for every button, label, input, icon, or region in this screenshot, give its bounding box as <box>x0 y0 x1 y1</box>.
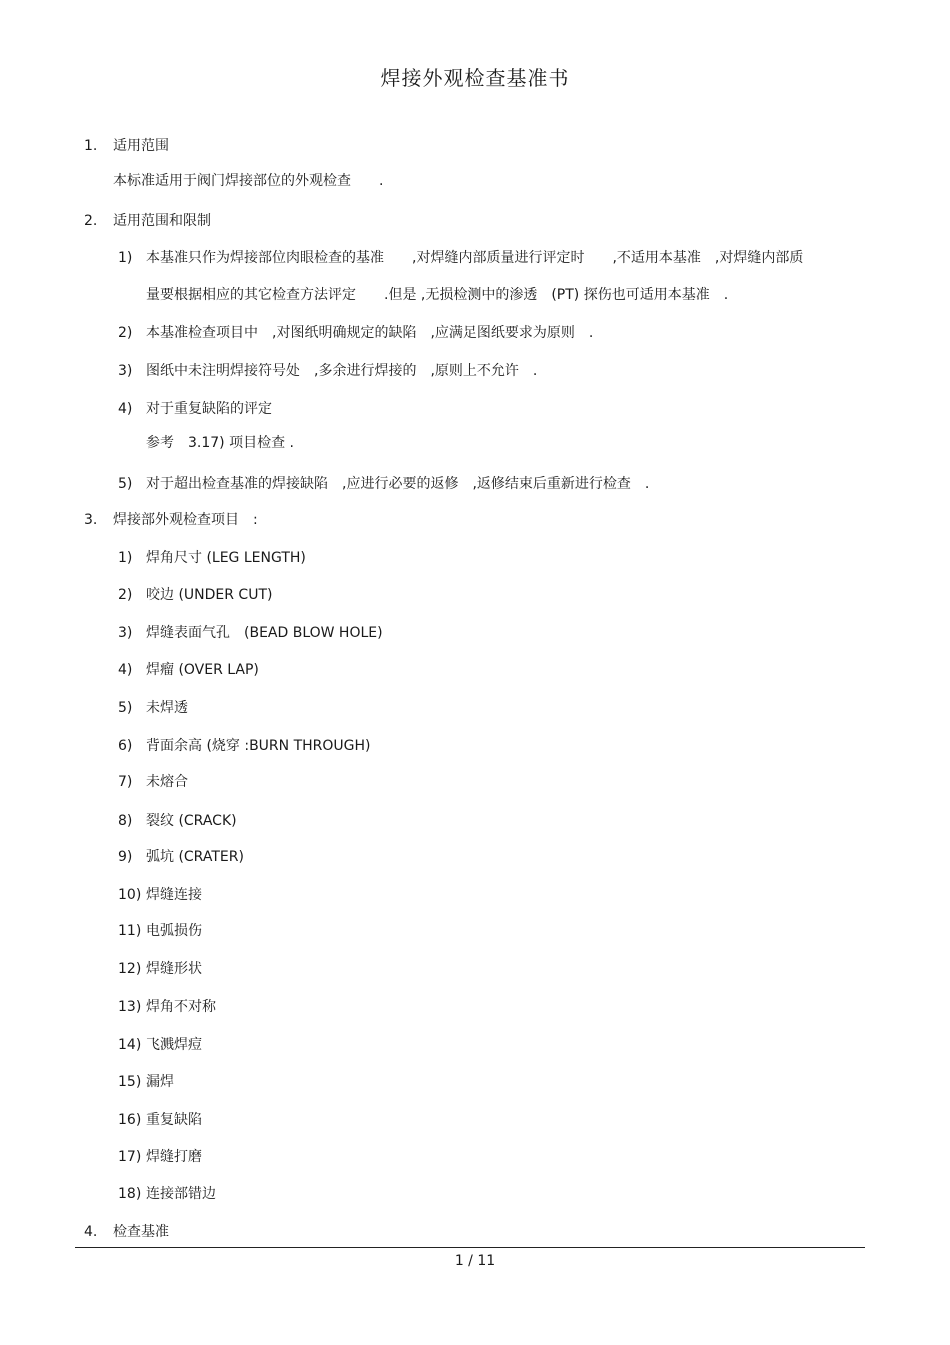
document-title: 焊接外观检查基准书 <box>380 66 570 90</box>
item-text: 焊角不对称 <box>146 999 216 1015</box>
item-number: 4) <box>118 401 133 417</box>
item-text: 飞溅焊痘 <box>146 1037 202 1053</box>
list-item <box>118 548 306 568</box>
item-number: 1) <box>118 550 133 566</box>
list-item <box>118 811 237 831</box>
list-item <box>118 736 371 756</box>
item-continuation: 量要根据相应的其它检查方法评定 .但是 ,无损检测中的渗透 (PT) 探伤也可适用本基准 . <box>146 287 729 303</box>
item-text: 焊缝打磨 <box>146 1149 202 1165</box>
list-item <box>118 698 188 718</box>
item-text: 裂纹 (CRACK) <box>146 813 237 829</box>
list-item <box>118 997 216 1017</box>
item-number: 1) <box>118 250 133 266</box>
item-number: 15) <box>118 1074 142 1090</box>
item-text: 对于超出检查基准的焊接缺陷 ,应进行必要的返修 ,返修结束后重新进行检查 . <box>146 476 650 492</box>
item-text: 对于重复缺陷的评定 <box>146 401 272 417</box>
item-number: 6) <box>118 738 133 754</box>
item-number: 3) <box>118 363 133 379</box>
item-text: 焊缝形状 <box>146 961 202 977</box>
item-number: 16) <box>118 1112 142 1128</box>
section-title: 检查基准 <box>113 1224 169 1240</box>
item-number: 10) <box>118 887 142 903</box>
item-number: 3) <box>118 625 133 641</box>
list-item <box>118 1110 202 1130</box>
list-item <box>118 585 272 605</box>
item-text: 连接部错边 <box>146 1186 216 1202</box>
list-item <box>118 660 259 680</box>
item-text: 咬边 (UNDER CUT) <box>146 587 273 603</box>
list-item <box>118 361 537 381</box>
item-text: 焊缝表面气孔 (BEAD BLOW HOLE) <box>146 625 383 641</box>
item-text: 弧坑 (CRATER) <box>146 849 244 865</box>
section-heading <box>84 510 258 530</box>
item-text: 未熔合 <box>146 774 188 790</box>
item-text: 漏焊 <box>146 1074 174 1090</box>
item-number: 9) <box>118 849 133 865</box>
section-title: 适用范围 <box>113 138 169 154</box>
list-item <box>118 1147 202 1167</box>
item-text: 焊瘤 (OVER LAP) <box>146 662 259 678</box>
list-item <box>118 399 272 419</box>
item-number: 5) <box>118 476 133 492</box>
list-item <box>118 1072 174 1092</box>
item-number: 2) <box>118 587 133 603</box>
section-heading <box>84 1222 169 1242</box>
list-item <box>118 847 244 867</box>
item-text: 重复缺陷 <box>146 1112 202 1128</box>
item-number: 8) <box>118 813 133 829</box>
item-text: 焊缝连接 <box>146 887 202 903</box>
list-item <box>118 772 188 792</box>
section-heading <box>84 136 169 156</box>
item-number: 12) <box>118 961 142 977</box>
section-number: 3. <box>84 512 98 528</box>
list-item <box>118 959 202 979</box>
section-title: 适用范围和限制 <box>113 213 211 229</box>
footer-divider <box>75 1247 865 1248</box>
section-title: 焊接部外观检查项目 : <box>113 512 258 528</box>
item-number: 4) <box>118 662 133 678</box>
list-item <box>118 623 383 643</box>
section-body: 本标准适用于阀门焊接部位的外观检查 . <box>113 173 384 189</box>
item-text: 图纸中未注明焊接符号处 ,多余进行焊接的 ,原则上不允许 . <box>146 363 538 379</box>
list-item <box>118 1035 202 1055</box>
item-number: 2) <box>118 325 133 341</box>
item-text: 焊角尺寸 (LEG LENGTH) <box>146 550 306 566</box>
list-item <box>118 1184 216 1204</box>
item-text: 本基准只作为焊接部位肉眼检查的基准 ,对焊缝内部质量进行评定时 ,不适用本基准 ,对焊缝内部质 <box>146 250 804 266</box>
item-number: 5) <box>118 700 133 716</box>
page-number: 1 / 11 <box>454 1253 496 1269</box>
section-number: 4. <box>84 1224 98 1240</box>
item-text: 本基准检查项目中 ,对图纸明确规定的缺陷 ,应满足图纸要求为原则 . <box>146 325 594 341</box>
list-item <box>118 323 593 343</box>
item-text: 背面余高 (烧穿 :BURN THROUGH) <box>146 738 371 754</box>
item-text: 电弧损伤 <box>146 923 202 939</box>
section-heading <box>84 211 211 231</box>
section-number: 1. <box>84 138 98 154</box>
list-item <box>118 885 202 905</box>
list-item <box>118 248 803 268</box>
item-number: 7) <box>118 774 133 790</box>
item-number: 17) <box>118 1149 142 1165</box>
item-number: 18) <box>118 1186 142 1202</box>
list-item <box>118 921 202 941</box>
section-number: 2. <box>84 213 98 229</box>
item-text: 未焊透 <box>146 700 188 716</box>
item-number: 11) <box>118 923 142 939</box>
list-item <box>118 474 649 494</box>
item-number: 13) <box>118 999 142 1015</box>
item-continuation: 参考 3.17) 项目检查 . <box>146 435 294 451</box>
item-number: 14) <box>118 1037 142 1053</box>
